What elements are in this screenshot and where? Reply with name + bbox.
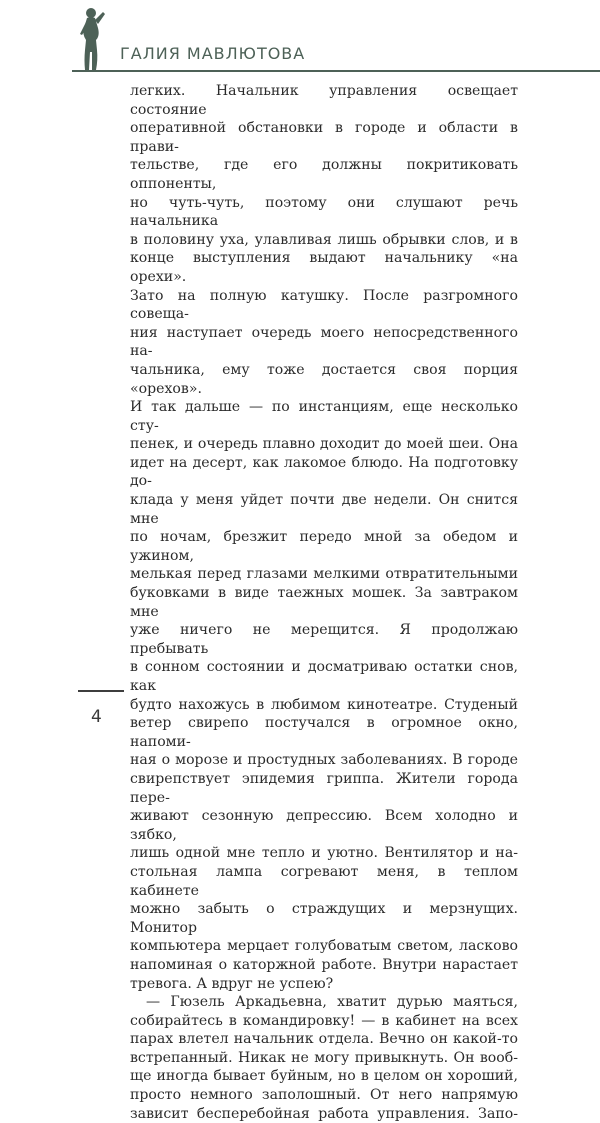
text-line: ще иногда бывает буйным, но в целом он хороший, [130, 1068, 518, 1085]
text-line: по ночам, брезжит передо мной за обедом и ужином, [130, 529, 518, 564]
text-line: мелькая перед глазами мелкими отвратительными [130, 566, 518, 583]
text-line: но чуть-чуть, поэтому они слушают речь начальника [130, 194, 518, 230]
text-line: Зато на полную катушку. После разгромного совеща- [130, 287, 518, 323]
text-line: ветер свирепо постучался в огромное окно, напоми- [130, 715, 518, 750]
text-line: И так дальше — по инстанциям, еще несколько сту- [130, 399, 518, 434]
text-line: в половину уха, улавливая лишь обрывки слов, и в [130, 231, 518, 248]
text-line: встрепанный. Никак не могу привыкнуть. Он вооб- [130, 1049, 518, 1066]
text-line: тельстве, где его должны покритиковать оппоненты, [130, 157, 518, 192]
text-line: собирайтесь в командировку! — в кабинет на всех [130, 1012, 518, 1029]
text-line: легких. Начальник управления освещает состояние [130, 83, 518, 118]
text-line: в сонном состоянии и досматриваю остатки снов, как [130, 659, 518, 694]
text-line: живают сезонную депрессию. Всем холодно и зябко, [130, 808, 518, 843]
header-rule [72, 70, 600, 72]
text-line: лишь одной мне тепло и уютно. Вентилятор и на- [130, 845, 518, 862]
text-line: тревога. А вдруг не успею? [130, 975, 334, 992]
text-line: уже ничего не мерещится. Я продолжаю пребывать [130, 622, 518, 657]
text-line: напоминая о каторжной работе. Внутри нарастает [130, 956, 518, 973]
text-line: компьютера мерцает голубоватым светом, ласково [130, 938, 518, 955]
text-line: конце выступления выдают начальнику «на орехи». [130, 250, 518, 285]
text-line: будто нахожусь в любимом кинотеатре. Студеный [130, 696, 518, 713]
text-line: клада у меня уйдет почти две недели. Он снится мне [130, 492, 518, 527]
text-line: оперативной обстановки в городе и области в прави- [130, 120, 518, 155]
text-line: идет на десерт, как лакомое блюдо. На подготовку до- [130, 454, 518, 490]
author-name: ГАЛИЯ МАВЛЮТОВА [120, 44, 306, 63]
text-line: просто немного заполошный. От него напрямую [130, 1087, 518, 1104]
footer-rule [78, 690, 124, 692]
page-header [0, 0, 600, 76]
text-line: ния наступает очередь моего непосредственного на- [130, 324, 518, 360]
body-text [130, 82, 518, 1123]
text-line: зависит бесперебойная работа управления. Запо- [130, 1105, 518, 1122]
text-line: парах влетел начальник отдела. Вечно он какой-то [130, 1031, 518, 1048]
text-line: буковками в виде таежных мошек. За завтраком мне [130, 585, 518, 620]
text-line: — Гюзель Аркадьевна, хватит дурью маяться, [146, 994, 518, 1011]
page-number: 4 [91, 707, 102, 727]
text-line: чальника, ему тоже достается своя порция «орехов». [130, 361, 518, 397]
woman-silhouette-icon [72, 6, 112, 72]
text-line: стольная лампа согревают меня, в теплом кабинете [130, 863, 518, 899]
text-line: ная о морозе и простудных заболеваниях. В городе [130, 752, 518, 769]
text-line: можно забыть о страждущих и мерзнущих. Монитор [130, 901, 518, 936]
text-line: свирепствует эпидемия гриппа. Жители города пере- [130, 770, 518, 806]
text-line: пенек, и очередь плавно доходит до моей шеи. Она [130, 436, 518, 453]
